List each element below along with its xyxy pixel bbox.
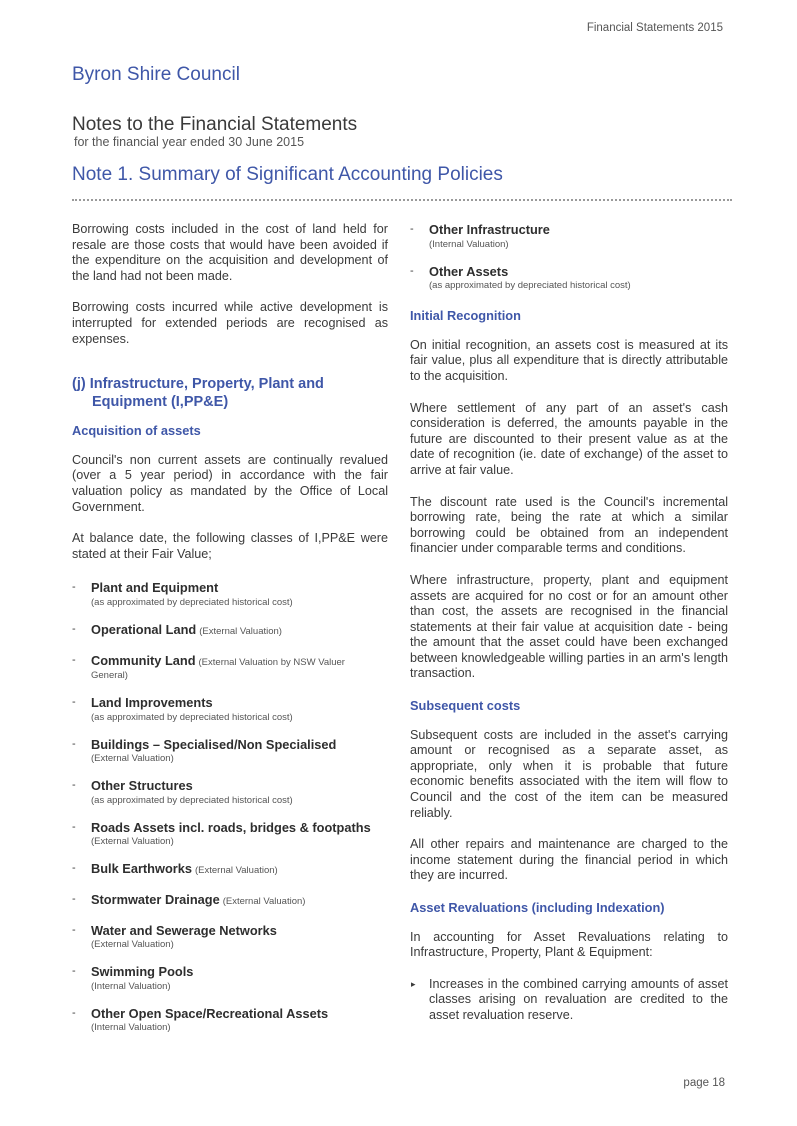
- asset-valuation-note: (External Valuation): [91, 836, 174, 848]
- asset-valuation-note: (External Valuation): [91, 939, 174, 951]
- revaluation-bullet: [410, 977, 728, 1024]
- asset-class-item: [72, 892, 388, 910]
- dash-bullet: -: [72, 696, 76, 709]
- borrowing-costs-paragraph: Borrowing costs included in the cost of land held for resale are those costs that would have been avoided if the expenditure on the acquisition and development of the land had not been made.: [72, 222, 388, 283]
- asset-valuation-note: (as approximated by depreciated historical cost): [91, 711, 293, 723]
- subsequent-costs-paragraph-2: All other repairs and maintenance are charged to the income statement during the financial period in which they are incurred.: [410, 837, 728, 883]
- asset-class-name: Roads Assets incl. roads, bridges & footpaths: [91, 819, 371, 835]
- asset-class-name: Other Infrastructure: [429, 222, 550, 237]
- dash-bullet: -: [410, 264, 414, 277]
- asset-class-list-continued: [410, 222, 728, 292]
- dash-bullet: -: [72, 965, 76, 978]
- dotted-divider: [72, 199, 732, 201]
- asset-class-name: Water and Sewerage Networks: [91, 922, 277, 938]
- revaluation-bullet-text: Increases in the combined carrying amounts of asset classes arising on revaluation are credited to the asset revaluation reserve.: [429, 976, 728, 1022]
- left-column: [72, 222, 388, 1047]
- asset-class-name: Buildings – Specialised/Non Specialised: [91, 736, 337, 752]
- asset-class-name: Swimming Pools: [91, 964, 194, 980]
- dash-bullet: -: [72, 622, 76, 635]
- subsequent-costs-heading: Subsequent costs: [410, 698, 521, 714]
- dash-bullet: -: [410, 223, 414, 235]
- asset-class-item: [72, 964, 388, 993]
- asset-valuation-note: (as approximated by depreciated historical cost): [429, 280, 631, 292]
- dash-bullet: -: [72, 820, 76, 833]
- asset-class-item: [72, 1006, 388, 1035]
- asset-valuation-note: (Internal Valuation): [429, 238, 509, 250]
- asset-class-name: Other Assets: [429, 263, 509, 279]
- asset-class-item: [72, 861, 388, 879]
- asset-class-name: Operational Land: [91, 621, 197, 637]
- initial-recognition-paragraph-1: On initial recognition, an assets cost is measured at its fair value, plus all expenditure that is directly attributable to the acquisition.: [410, 337, 728, 383]
- borrowing-costs-paragraph-2: Borrowing costs incurred while active development is interrupted for extended periods are recognised as expenses.: [72, 300, 388, 346]
- note-heading: Note 1. Summary of Significant Accounting Policies: [72, 164, 503, 185]
- dash-bullet: -: [72, 653, 76, 666]
- asset-class-item: [410, 264, 728, 293]
- asset-class-name: Land Improvements: [91, 695, 213, 711]
- asset-valuation-inline: (External Valuation): [194, 865, 278, 877]
- subsequent-costs-paragraph-1: Subsequent costs are included in the asset's carrying amount or recognised as a separate asset, as appropriate, only when it is probable that future economic benefits associated with the item will flow to Council and the cost of the item can be measured reliably.: [410, 727, 728, 820]
- balance-date-paragraph: At balance date, the following classes of I,PP&E were stated at their Fair Value;: [72, 531, 388, 561]
- asset-revaluations-heading: Asset Revaluations (including Indexation): [410, 900, 665, 915]
- triangle-bullet-icon: ▸: [411, 978, 416, 989]
- section-heading-ippe: (j) Infrastructure, Property, Plant and Equipment (I,PP&E): [72, 376, 324, 411]
- asset-class-name: Other Structures: [91, 778, 193, 794]
- running-header: Financial Statements 2015: [586, 22, 723, 34]
- asset-class-item: [72, 820, 388, 849]
- asset-class-list: [72, 580, 388, 1034]
- notes-subtitle: for the financial year ended 30 June 2015: [74, 135, 305, 149]
- asset-class-item: [72, 653, 388, 683]
- asset-class-item: [72, 622, 388, 640]
- asset-valuation-inline: (External Valuation): [222, 896, 306, 908]
- dash-bullet: -: [72, 893, 76, 906]
- asset-valuation-inline: (External Valuation): [199, 625, 282, 637]
- asset-class-name: Bulk Earthworks: [91, 861, 192, 877]
- acquisition-heading: Acquisition of assets: [72, 423, 201, 439]
- asset-class-item: [72, 778, 388, 807]
- dash-bullet: -: [72, 1006, 76, 1019]
- dash-bullet: -: [72, 581, 76, 594]
- council-name: Byron Shire Council: [72, 64, 240, 85]
- asset-valuation-note: (Internal Valuation): [91, 980, 171, 992]
- asset-class-item: [72, 580, 388, 609]
- right-column: [410, 222, 728, 1024]
- asset-class-name: Other Open Space/Recreational Assets: [91, 1005, 329, 1021]
- initial-recognition-paragraph-2: Where settlement of any part of an asset's cash consideration is deferred, the amounts payable in the future are discounted to their present value as at the date of recognition (ie. date of exchange) of the asset to arrive at fair value.: [410, 400, 728, 477]
- asset-class-name: Plant and Equipment: [91, 580, 219, 596]
- notes-title: Notes to the Financial Statements: [72, 114, 358, 135]
- asset-valuation-inline: (External Valuation by NSW Valuer: [198, 656, 345, 668]
- asset-valuation-note: (Internal Valuation): [91, 1022, 171, 1034]
- initial-recognition-paragraph-4: Where infrastructure, property, plant and equipment assets are acquired for no cost or for an amount other than cost, the assets are recognised in the financial statements at their fair value at acquisition date - being the amount that the asset could have been exchanged between knowledgeable willing parties in an arm's length transaction.: [410, 572, 728, 681]
- acquisition-paragraph: Council's non current assets are continually revalued (over a 5 year period) in accordance with the fair valuation policy as mandated by the Office of Local Government.: [72, 452, 388, 514]
- asset-valuation-note: (as approximated by depreciated historical cost): [91, 596, 293, 608]
- asset-revaluations-paragraph: In accounting for Asset Revaluations relating to Infrastructure, Property, Plant & Equipment:: [410, 929, 728, 960]
- asset-class-item: [410, 222, 728, 251]
- asset-valuation-note: (External Valuation): [91, 753, 174, 765]
- dash-bullet: -: [72, 737, 76, 750]
- asset-valuation-note: (as approximated by depreciated historical cost): [91, 794, 293, 806]
- page-number: page 18: [683, 1077, 725, 1089]
- asset-valuation-note: General): [91, 670, 128, 682]
- asset-class-name: Stormwater Drainage: [91, 892, 220, 908]
- initial-recognition-paragraph-3: The discount rate used is the Council's incremental borrowing rate, being the rate at which a similar borrowing could be obtained from an independent financier under comparable terms and conditions.: [410, 494, 728, 556]
- asset-class-name: Community Land: [91, 652, 196, 668]
- asset-class-item: [72, 695, 388, 724]
- initial-recognition-heading: Initial Recognition: [410, 308, 521, 324]
- dash-bullet: -: [72, 862, 76, 875]
- asset-class-item: [72, 737, 388, 766]
- asset-class-item: [72, 923, 388, 952]
- dash-bullet: -: [72, 779, 76, 792]
- dash-bullet: -: [72, 923, 76, 936]
